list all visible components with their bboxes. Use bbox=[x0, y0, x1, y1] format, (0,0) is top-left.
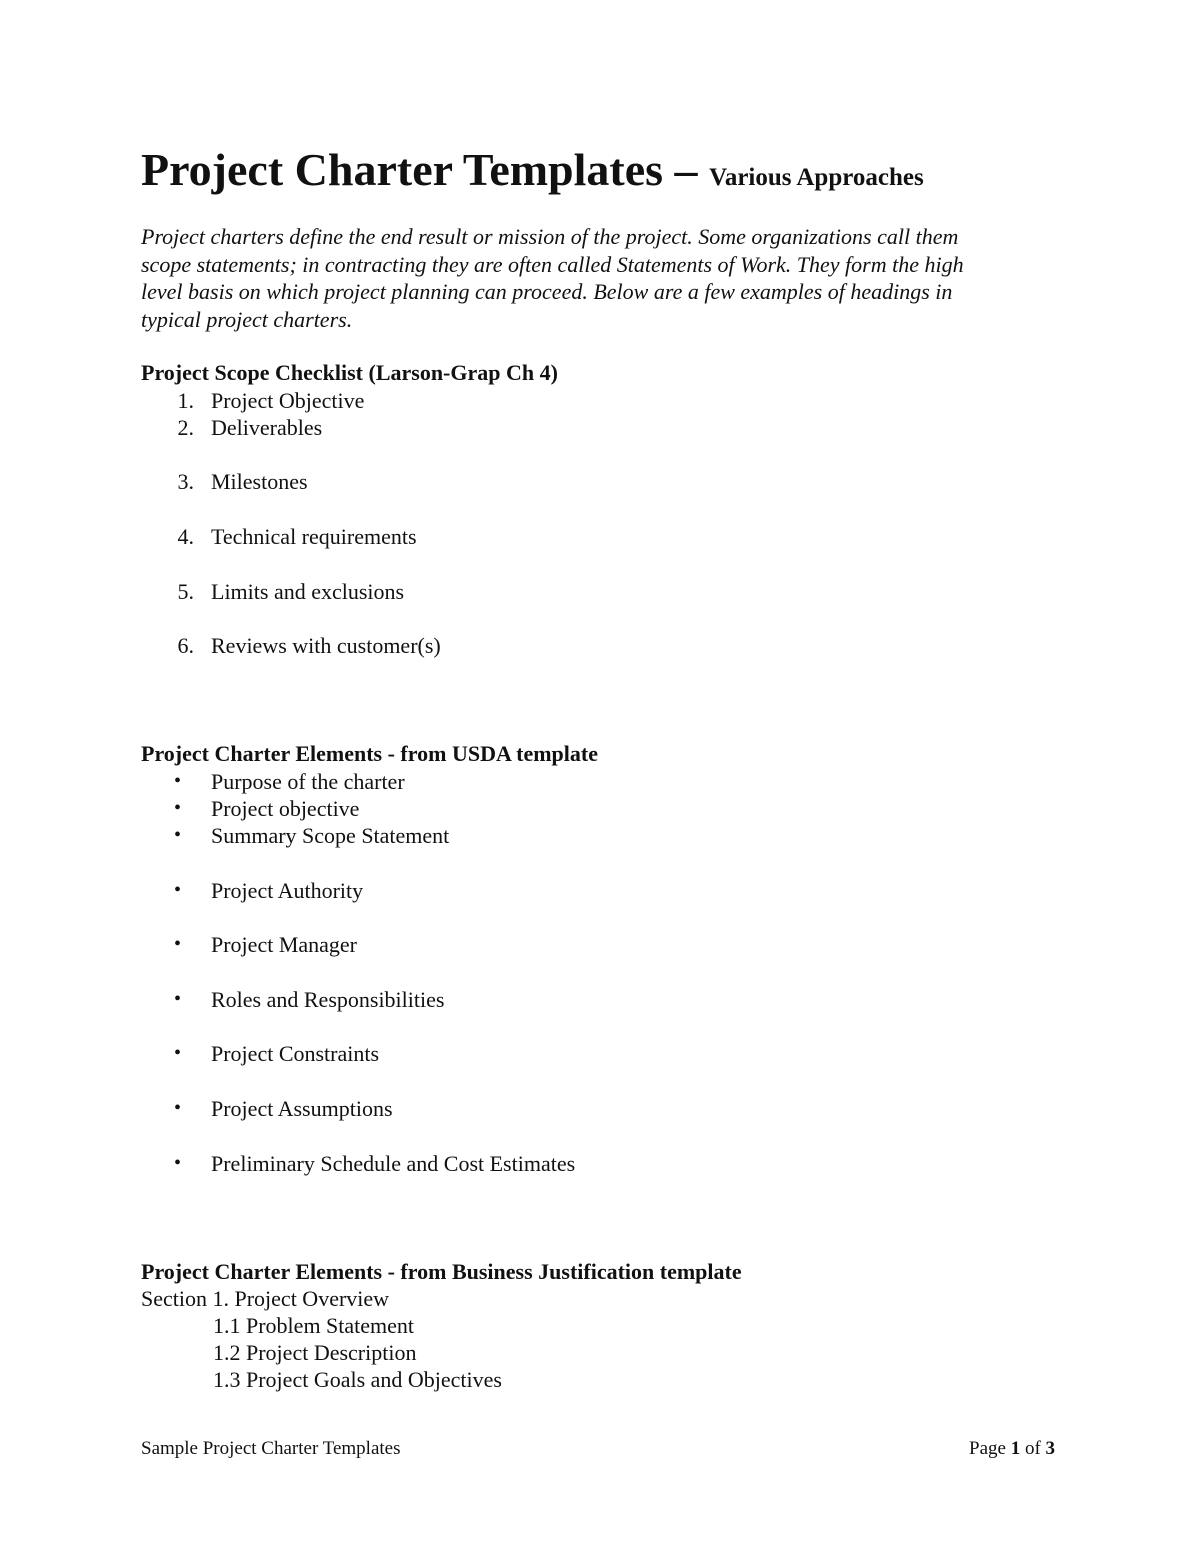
list-item: Technical requirements bbox=[211, 524, 417, 549]
list-item: Preliminary Schedule and Cost Estimates bbox=[211, 1151, 576, 1176]
list-number: 2. bbox=[177, 415, 194, 440]
section-heading-usda-template: Project Charter Elements - from USDA template bbox=[141, 741, 598, 766]
list-item: Summary Scope Statement bbox=[211, 823, 450, 848]
section-heading-business-justification: Project Charter Elements - from Business Justification template bbox=[141, 1259, 742, 1284]
page-total: 3 bbox=[1045, 1438, 1056, 1459]
page-of: of bbox=[1020, 1438, 1046, 1459]
list-item: Milestones bbox=[211, 469, 308, 494]
list-item: Reviews with customer(s) bbox=[211, 633, 441, 658]
list-item: Project Authority bbox=[211, 878, 364, 903]
title-subtitle: Various Approaches bbox=[709, 164, 924, 191]
list-item: Limits and exclusions bbox=[211, 579, 405, 604]
bullet-icon: • bbox=[174, 988, 182, 1010]
list-number: 1. bbox=[177, 388, 194, 413]
bullet-icon: • bbox=[174, 1097, 182, 1119]
intro-line: scope statements; in contracting they are often called Statements of Work. They form the high bbox=[141, 251, 964, 277]
bullet-icon: • bbox=[174, 879, 182, 901]
intro-paragraph bbox=[141, 223, 1046, 333]
bullet-icon: • bbox=[174, 933, 182, 955]
page-title bbox=[141, 142, 924, 206]
list-item: Purpose of the charter bbox=[211, 769, 405, 794]
section-line: Section 1. Project Overview bbox=[141, 1286, 390, 1311]
title-main-text: Project Charter Templates – bbox=[141, 144, 710, 195]
list-item: Project Constraints bbox=[211, 1041, 380, 1066]
page-prefix: Page bbox=[969, 1438, 1011, 1459]
list-item: Roles and Responsibilities bbox=[211, 987, 445, 1012]
list-item: Deliverables bbox=[211, 415, 323, 440]
intro-line: level basis on which project planning can proceed. Below are a few examples of headings in bbox=[141, 279, 953, 304]
bullet-icon: • bbox=[174, 797, 182, 819]
subsection-item: 1.3 Project Goals and Objectives bbox=[213, 1367, 502, 1392]
list-number: 3. bbox=[177, 469, 194, 494]
list-item: Project Assumptions bbox=[211, 1096, 393, 1121]
footer-page-number bbox=[969, 1437, 1055, 1461]
list-number: 6. bbox=[177, 633, 194, 658]
intro-line: typical project charters. bbox=[141, 306, 353, 332]
list-item: Project Objective bbox=[211, 388, 365, 413]
bullet-icon: • bbox=[174, 1152, 182, 1174]
subsection-item: 1.2 Project Description bbox=[213, 1340, 417, 1365]
list-item: Project objective bbox=[211, 796, 360, 821]
list-number: 4. bbox=[177, 524, 194, 549]
subsection-item: 1.1 Problem Statement bbox=[213, 1313, 415, 1338]
bullet-icon: • bbox=[174, 1042, 182, 1064]
intro-line: Project charters define the end result or mission of the project. Some organizations call them bbox=[141, 224, 959, 249]
list-item: Project Manager bbox=[211, 932, 357, 957]
list-number: 5. bbox=[177, 579, 194, 604]
bullet-icon: • bbox=[174, 824, 182, 846]
footer-document-title: Sample Project Charter Templates bbox=[141, 1438, 401, 1459]
page-current: 1 bbox=[1010, 1438, 1021, 1459]
section-heading-scope-checklist: Project Scope Checklist (Larson-Grap Ch 4) bbox=[141, 360, 558, 385]
bullet-icon: • bbox=[174, 770, 182, 792]
